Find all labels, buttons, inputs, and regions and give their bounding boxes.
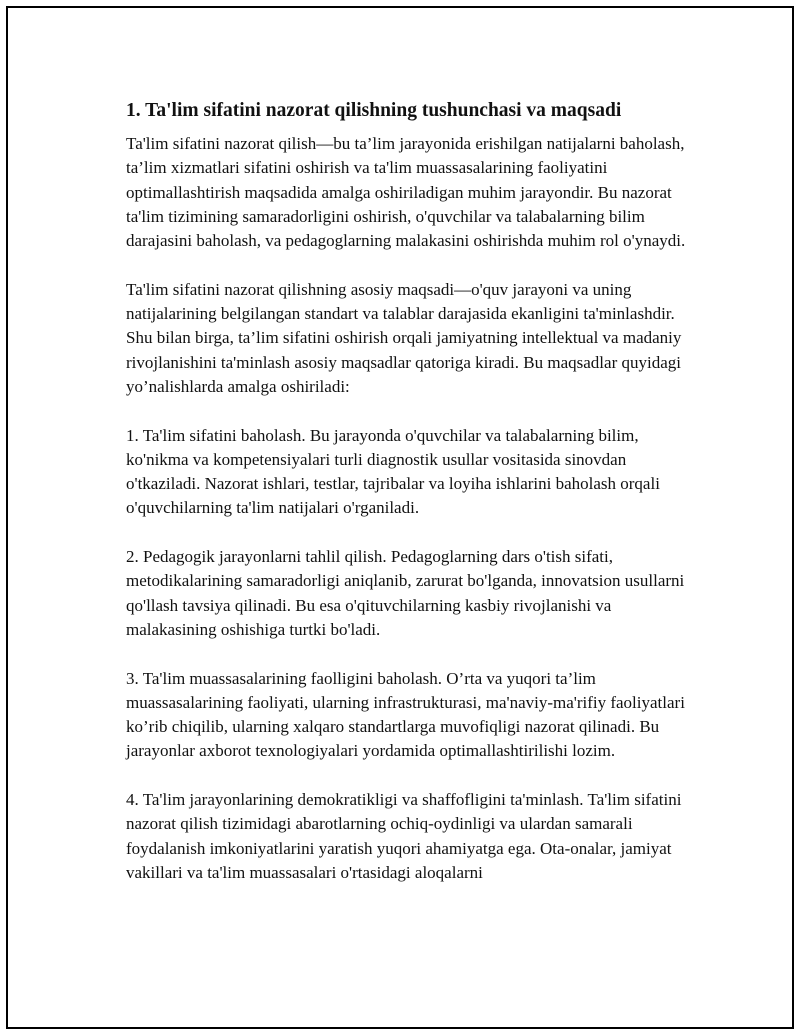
paragraph-item-3: 3. Ta'lim muassasalarining faolligini baholash. O’rta va yuqori ta’lim muassasalarining faoliyati, ularning infrastrukturasi, ma'naviy-ma'rifiy faoliyatlari ko’rib chiqilib, ularning xalqaro standartlarga muvofiqligi nazorat qilinadi. Bu jarayonlar axborot texnologiyalari yordamida optimallashtirilishi lozim.	[126, 668, 685, 761]
section-heading: 1. Ta'lim sifatini nazorat qilishning tushunchasi va maqsadi	[126, 100, 622, 121]
paragraph-item-1: 1. Ta'lim sifatini baholash. Bu jarayonda o'quvchilar va talabalarning bilim, ko'nikma va kompetensiyalari turli diagnostik usullar vositasida sinovdan o'tkaziladi. Nazorat ishlari, testlar, tajribalar va loyiha ishlarini baholash orqali o'quvchilarning ta'lim natijalari o'rganiladi.	[126, 425, 660, 518]
paragraph-item-2: 2. Pedagogik jarayonlarni tahlil qilish. Pedagoglarning dars o'tish sifati, metodikalarining samaradorligi aniqlanib, zarurat bo'lganda, innovatsion usullarni qo'llash tavsiya qilinadi. Bu esa o'qituvchilarning kasbiy rivojlanishi va malakasining oshishiga turtki bo'ladi.	[126, 547, 685, 639]
page-frame	[6, 6, 794, 1029]
paragraph-purpose: Ta'lim sifatini nazorat qilishning asosiy maqsadi—o'quv jarayoni va uning natijalarining belgilangan standart va talablar darajasida ekanligini ta'minlashdir. Shu bilan birga, ta’lim sifatini oshirish orqali jamiyatning intellektual va madaniy rivojlanishini ta'minlash asosiy maqsadlar qatoriga kiradi. Bu maqsadlar quyidagi yo’nalishlarda amalga oshiriladi:	[126, 279, 682, 396]
paragraph-item-4: 4. Ta'lim jarayonlarining demokratikligi va shaffofligini ta'minlash. Ta'lim sifatini nazorat qilish tizimidagi abarotlarning ochiq-oydinligi va ulardan samarali foydalanish imkoniyatlarini yaratish yuqori ahamiyatga ega. Ota-onalar, jamiyat vakillari va ta'lim muassasalari o'rtasidagi aloqalarni	[126, 790, 682, 882]
paragraph-intro: Ta'lim sifatini nazorat qilish—bu ta’lim jarayonida erishilgan natijalarni baholash, ta’lim xizmatlari sifatini oshirish va ta'lim muassasalarining faoliyatini optimallashtirish maqsadida amalga oshiriladigan muhim jarayondir. Bu nazorat ta'lim tizimining samaradorligini oshirish, o'quvchilar va talabalarning bilim darajasini baholash, va pedagoglarning malakasini oshirishda muhim rol o'ynaydi.	[126, 134, 686, 251]
document-body	[126, 98, 686, 885]
